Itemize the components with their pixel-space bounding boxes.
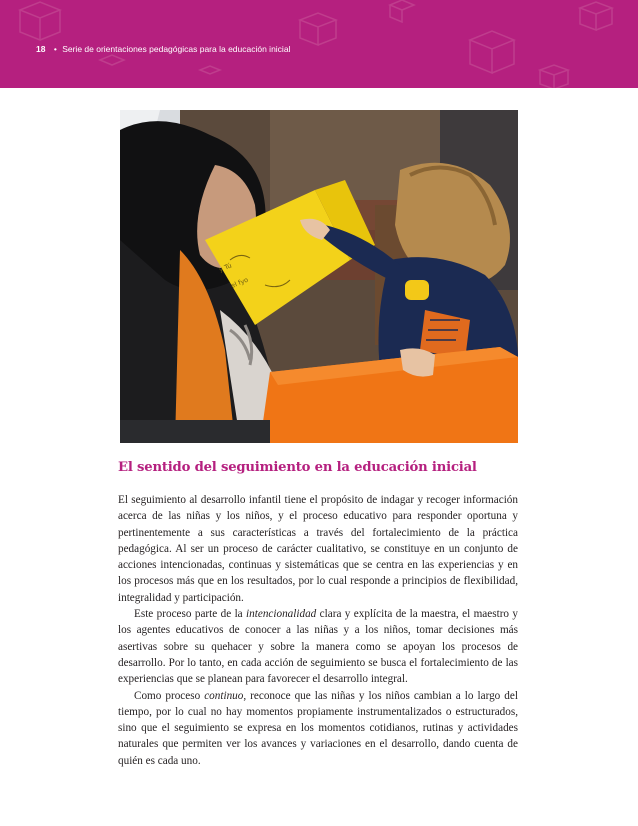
classroom-photo — [120, 110, 518, 443]
paragraph-2-rest: clara y explícita de la maestra, el maestro y los agentes educativos de conocer a las niñas y a los niños, tomar decisiones más asertivas sobre su quehacer y sobre la manera como se apoyan los procesos de desarrollo. Por lo tanto, en cada acción de seguimiento se busca el fortalecimiento de las experiencias que se planean para favorecer el desarrollo integral. — [118, 608, 519, 686]
paragraph-3-rest: , reconoce que las niñas y los niños cambian a lo largo del tiempo, por lo cual no hay momentos propiamente instrumentalizados o estructurados, sino que el seguimiento se expresa en los momentos cotidianos, rutinas y actividades naturales que permiten ver los avances y variaciones en el desarrollo, dando cuenta de quién es cada uno. — [118, 689, 518, 767]
emphasis-intencionalidad: intencionalidad — [246, 608, 317, 621]
emphasis-continuo: continuo — [204, 689, 244, 702]
photo-illustration — [120, 110, 518, 443]
worksheet-text-1: y Tú — [217, 261, 233, 274]
worksheet-text-2: el fyo — [229, 275, 250, 290]
running-header — [36, 44, 290, 54]
paragraph-2 — [118, 606, 518, 687]
page-number: 18 — [36, 44, 46, 54]
body-text — [118, 492, 518, 769]
header-band — [0, 0, 638, 88]
series-title: Serie de orientaciones pedagógicas para la educación inicial — [62, 44, 291, 54]
paragraph-1: El seguimiento al desarrollo infantil tiene el propósito de indagar y recoger información acerca de las niñas y los niños, y el proceso educativo para responder oportuna y pertinentemente a sus características a través del fortalecimiento de la práctica pedagógica. Al ser un proceso de carácter cualitativo, se constituye en un conjunto de acciones intencionadas, continuas y sistemáticas que se centra en las experiencias y en los procesos más que en los resultados, por lo cual responde a principios de flexibilidad, integralidad y participación. — [118, 494, 518, 604]
paragraph-3-start: Como proceso — [134, 689, 205, 702]
header-separator: • — [53, 44, 57, 54]
section-title: El sentido del seguimiento en la educación inicial — [118, 460, 477, 475]
paragraph-3 — [118, 688, 518, 769]
paragraph-2-start: Este proceso parte de la — [134, 608, 247, 621]
